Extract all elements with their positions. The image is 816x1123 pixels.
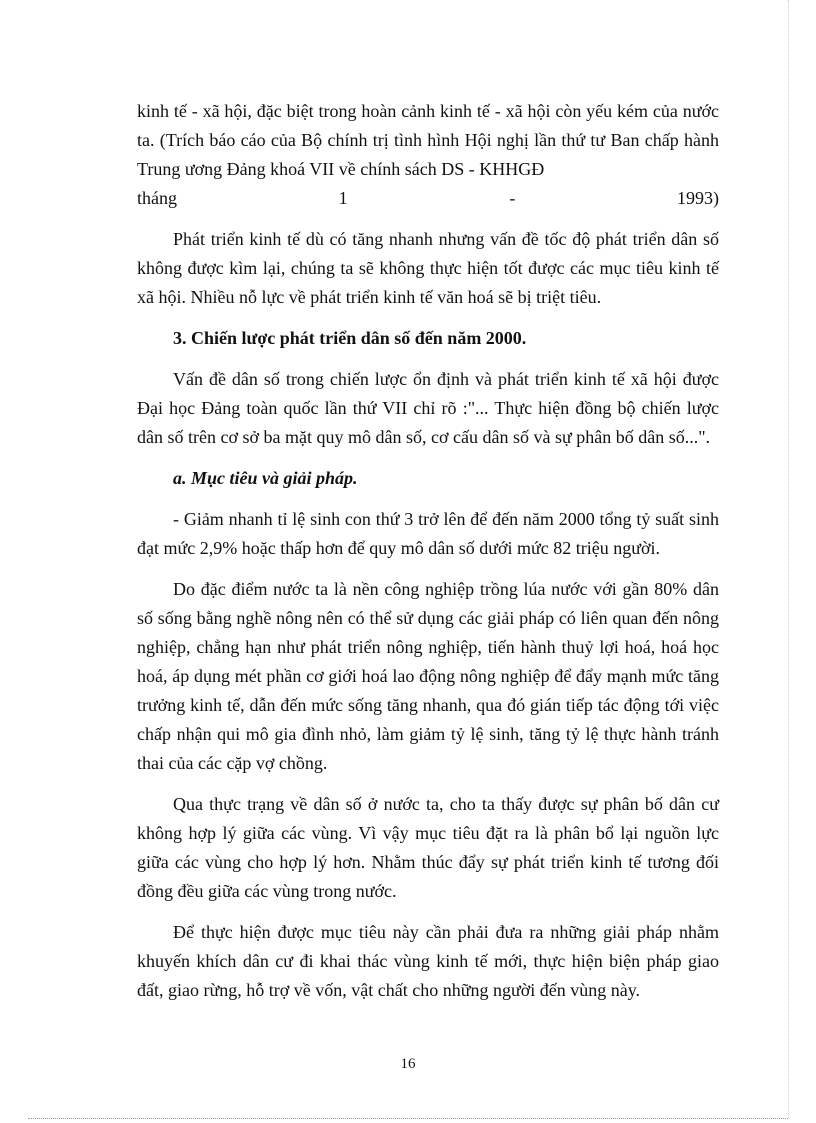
text-fragment: tháng (137, 188, 177, 208)
paragraph-birth-rate: - Giảm nhanh tỉ lệ sinh con thứ 3 trở lên để đến năm 2000 tổng tỷ suất sinh đạt mức 2,9% hoặc thấp hơn để quy mô dân số dưới mức 82 triệu người. (137, 509, 719, 558)
section-heading: 3. Chiến lược phát triển dân số đến năm 2000. (173, 328, 527, 348)
page-number: 16 (400, 1056, 416, 1072)
subsection-heading: a. Mục tiêu và giải pháp. (173, 468, 358, 488)
paragraph-economic-growth: Phát triển kinh tế dù có tăng nhanh nhưng vấn đề tốc độ phát triển dân số không được kìm lại, chúng ta sẽ không thực hiện tốt được các mục tiêu kinh tế xã hội. Nhiều nỗ lực về phát triển kinh tế văn hoá sẽ bị triệt tiêu. (137, 229, 719, 307)
paragraph-text: kinh tế - xã hội, đặc biệt trong hoàn cảnh kinh tế - xã hội còn yếu kém của nước ta. (Trích báo cáo của Bộ chính trị tình hình Hội nghị lần thứ tư Ban chấp hành Trung ương Đảng khoá VII về chính sách DS - KHHGĐ (137, 101, 719, 179)
paragraph-continued-last-line (137, 184, 719, 213)
paragraph-solutions: Để thực hiện được mục tiêu này cần phải đưa ra những giải pháp nhằm khuyến khích dân cư đi khai thác vùng kinh tế mới, thực hiện biện pháp giao đất, giao rừng, hỗ trợ về vốn, vật chất cho những người đến vùng này. (137, 922, 719, 1000)
paragraph-strategy: Vấn đề dân số trong chiến lược ổn định và phát triển kinh tế xã hội được Đại học Đảng toàn quốc lần thứ VII chỉ rõ :"... Thực hiện đồng bộ chiến lược dân số trên cơ sở ba mặt quy mô dân số, cơ cấu dân số và sự phân bố dân số...". (137, 369, 719, 447)
text-fragment: 1993) (676, 188, 719, 208)
page-bottom-border (28, 1118, 788, 1119)
page-right-border (788, 0, 789, 1118)
paragraph-distribution: Qua thực trạng về dân số ở nước ta, cho ta thấy được sự phân bố dân cư không hợp lý giữa các vùng. Vì vậy mục tiêu đặt ra là phân bổ lại nguồn lực giữa các vùng cho hợp lý hơn. Nhằm thúc đẩy sự phát triển kinh tế tương đối đồng đều giữa các vùng trong nước. (137, 794, 719, 901)
text-fragment: - (509, 188, 516, 208)
page-body (137, 97, 719, 1017)
text-fragment: 1 (338, 188, 348, 208)
paragraph-agriculture: Do đặc điểm nước ta là nền công nghiệp trồng lúa nước với gần 80% dân số sống bằng nghề nông nên có thể sử dụng các giải pháp có liên quan đến nông nghiệp, chẳng hạn như phát triển nông nghiệp, tiến hành thuỷ lợi hoá, hoá học hoá, áp dụng mét phần cơ giới hoá lao động nông nghiệp để đẩy mạnh mức tăng trưởng kinh tế, dẫn đến mức sống tăng nhanh, qua đó gián tiếp tác động tới việc chấp nhận qui mô gia đình nhỏ, làm giảm tỷ lệ sinh, tăng tỷ lệ thực hành tránh thai của các cặp vợ chồng. (137, 579, 719, 773)
paragraph-continued (137, 97, 719, 184)
